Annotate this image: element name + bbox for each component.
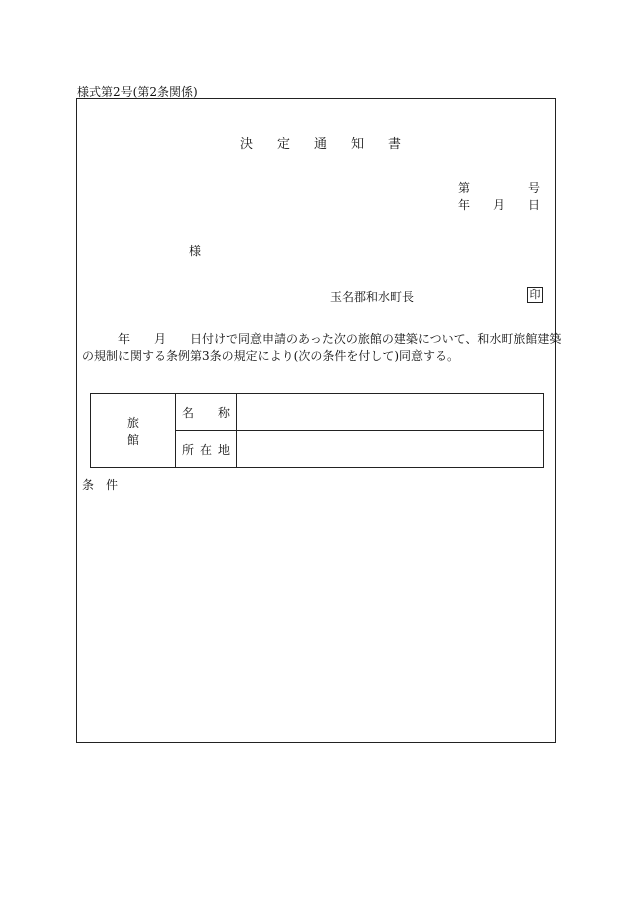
document-number-prefix: 第 — [458, 181, 471, 195]
table-row — [91, 394, 544, 431]
notice-body — [82, 331, 562, 365]
seal-stamp-mark: 印 — [527, 287, 543, 303]
document-number — [458, 179, 540, 196]
addressee-honorific: 様 — [189, 244, 202, 258]
document-number-suffix: 号 — [527, 181, 540, 195]
issuer-name: 玉名郡和水町長 — [330, 290, 415, 304]
inn-address-label-mid: 在 — [199, 442, 212, 457]
inn-address-label-cell — [176, 431, 237, 468]
inn-address-value[interactable] — [237, 431, 544, 468]
date-month-label: 月 — [492, 198, 505, 212]
inn-name-value[interactable] — [237, 394, 544, 431]
inn-name-label-a: 名 — [182, 405, 195, 420]
inn-address-label-b: 地 — [217, 442, 230, 457]
body-line-1-text: 日付けで同意申請のあった次の旅館の建築について、和水町旅館建築 — [190, 332, 562, 346]
inn-info-table — [90, 393, 544, 468]
date-year-label: 年 — [458, 198, 471, 212]
body-date-year: 年 — [118, 332, 131, 346]
notice-body-line-2: の規制に関する条例第3条の規定により(次の条件を付して)同意する。 — [82, 349, 460, 363]
inn-category-cell: 旅館 — [91, 394, 176, 468]
notice-body-line-1 — [82, 331, 562, 348]
date-day-label: 日 — [527, 198, 540, 212]
inn-address-label-a: 所 — [182, 442, 195, 457]
body-date-month: 月 — [154, 332, 167, 346]
document-date — [458, 196, 540, 213]
form-number-label: 様式第2号(第2条関係) — [77, 85, 198, 99]
inn-name-label-b: 称 — [217, 405, 230, 420]
conditions-label: 条件 — [82, 478, 131, 492]
inn-name-label-cell — [176, 394, 237, 431]
document-title: 決定通知書 — [240, 137, 426, 152]
